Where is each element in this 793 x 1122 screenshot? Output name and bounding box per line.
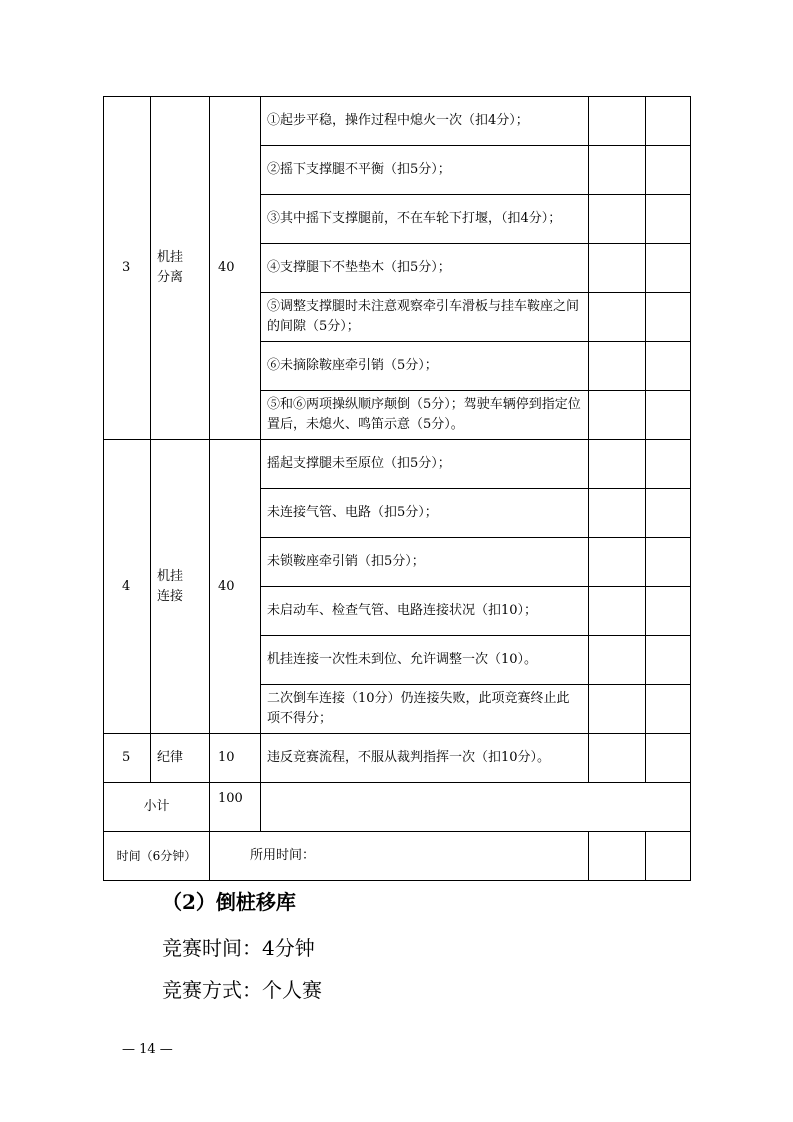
contest-time: 竞赛时间：4分钟 <box>162 936 315 960</box>
table-row <box>104 97 691 146</box>
table-row <box>104 440 691 489</box>
score-cell <box>589 293 646 342</box>
subtotal-points: 100 <box>210 783 261 832</box>
score-cell <box>589 734 646 783</box>
section-name: 机挂 连接 <box>151 440 210 734</box>
section-points: 40 <box>210 97 261 440</box>
score-cell <box>589 832 646 881</box>
deduction-item: ③其中摇下支撑腿前，不在车轮下打堰，（扣4分）； <box>261 195 589 244</box>
remark-cell <box>646 244 691 293</box>
deduction-item: ④支撑腿下不垫垫木（扣5分）； <box>261 244 589 293</box>
score-cell <box>589 587 646 636</box>
remark-cell <box>646 440 691 489</box>
remark-cell <box>646 489 691 538</box>
score-cell <box>589 244 646 293</box>
score-cell <box>589 342 646 391</box>
scoring-table <box>103 96 691 881</box>
score-cell <box>589 391 646 440</box>
section-heading: （2）倒桩移库 <box>162 890 296 914</box>
score-cell <box>589 685 646 734</box>
score-cell <box>589 97 646 146</box>
remark-cell <box>646 293 691 342</box>
contest-mode: 竞赛方式：个人赛 <box>162 978 322 1002</box>
deduction-item: ②摇下支撑腿不平衡（扣5分）； <box>261 146 589 195</box>
deduction-item: 未连接气管、电路（扣5分）； <box>261 489 589 538</box>
remark-cell <box>646 685 691 734</box>
section-points: 40 <box>210 440 261 734</box>
subtotal-row <box>104 783 691 832</box>
remark-cell <box>646 97 691 146</box>
remark-cell <box>646 832 691 881</box>
score-cell <box>589 489 646 538</box>
time-row <box>104 832 691 881</box>
remark-cell <box>646 195 691 244</box>
remark-cell <box>646 146 691 195</box>
remark-cell <box>646 538 691 587</box>
deduction-item: 二次倒车连接（10分）仍连接失败，此项竞赛终止此项不得分； <box>261 685 589 734</box>
remark-cell <box>646 342 691 391</box>
section-number: 3 <box>104 97 151 440</box>
score-cell <box>589 195 646 244</box>
deduction-item: ①起步平稳，操作过程中熄火一次（扣4分）； <box>261 97 589 146</box>
page-number: — 14 — <box>122 1042 173 1057</box>
remark-cell <box>646 636 691 685</box>
score-cell <box>589 440 646 489</box>
score-cell <box>589 538 646 587</box>
deduction-item: 未锁鞍座牵引销（扣5分）； <box>261 538 589 587</box>
section-name: 机挂 分离 <box>151 97 210 440</box>
subtotal-label: 小计 <box>104 783 210 832</box>
table-row <box>104 734 691 783</box>
score-cell <box>589 636 646 685</box>
deduction-item: ⑤和⑥两项操纵顺序颠倒（5分）；驾驶车辆停到指定位置后，未熄火、鸣笛示意（5分）。 <box>261 391 589 440</box>
time-label: 时间（6分钟） <box>104 832 210 881</box>
time-used: 所用时间： <box>210 832 589 881</box>
remark-cell <box>646 734 691 783</box>
section-points: 10 <box>210 734 261 783</box>
deduction-item: 机挂连接一次性未到位、允许调整一次（10）。 <box>261 636 589 685</box>
section-name: 纪律 <box>151 734 210 783</box>
remark-cell <box>646 587 691 636</box>
section-number: 5 <box>104 734 151 783</box>
deduction-item: ⑥未摘除鞍座牵引销（5分）； <box>261 342 589 391</box>
deduction-item: 摇起支撑腿未至原位（扣5分）； <box>261 440 589 489</box>
section-number: 4 <box>104 440 151 734</box>
deduction-item: ⑤调整支撑腿时未注意观察牵引车滑板与挂车鞍座之间的间隙（5分）； <box>261 293 589 342</box>
deduction-item: 违反竞赛流程，不服从裁判指挥一次（扣10分）。 <box>261 734 589 783</box>
deduction-item: 未启动车、检查气管、电路连接状况（扣10）； <box>261 587 589 636</box>
subtotal-blank <box>261 783 691 832</box>
remark-cell <box>646 391 691 440</box>
score-cell <box>589 146 646 195</box>
